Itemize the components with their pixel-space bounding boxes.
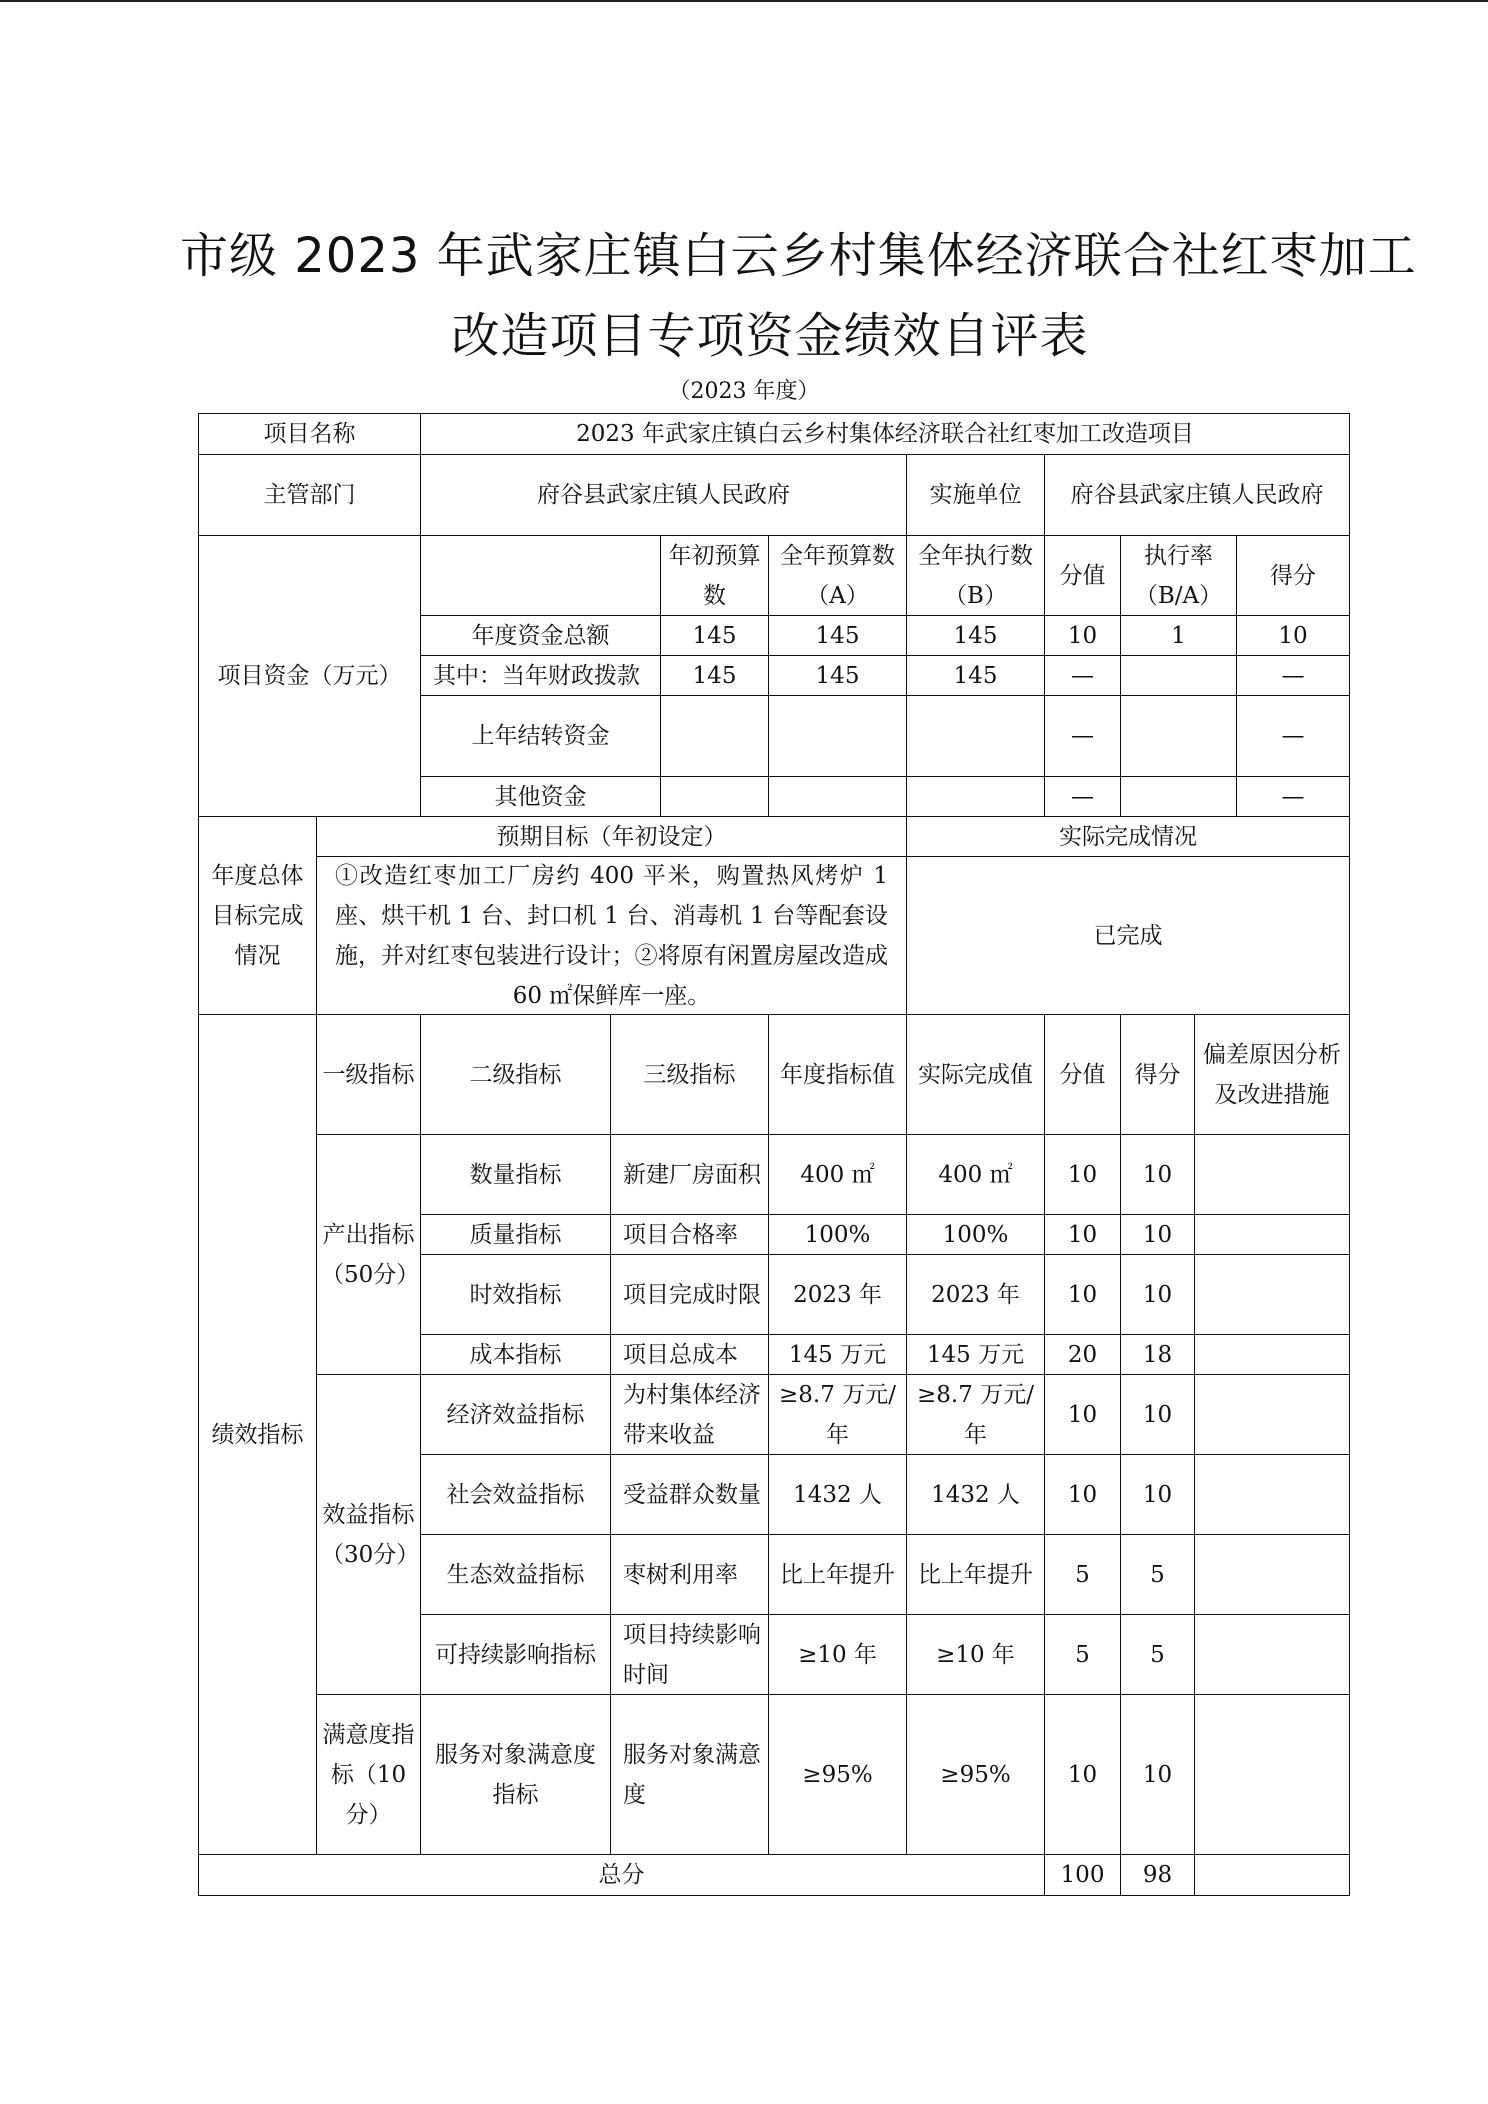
- indicator-level2-text: 成本指标: [469, 1341, 562, 1368]
- funds-cell-score: [1237, 777, 1349, 817]
- indicator-target: [769, 1375, 907, 1455]
- funds-row-label-text: 上年结转资金: [471, 723, 610, 749]
- indicator-target: [769, 1335, 907, 1375]
- goals-actual-header-text: 实际完成情况: [1059, 823, 1197, 850]
- indicator-score_value-text: 10: [1067, 1221, 1098, 1248]
- indicator-score: [1121, 1255, 1195, 1335]
- indicator-level2-text: 经济效益指标: [446, 1401, 585, 1428]
- funds-row-label: [421, 656, 661, 696]
- funds-label-text: 项目资金（万元）: [217, 663, 402, 689]
- indicator-actual: [907, 1255, 1045, 1335]
- self-evaluation-table: [198, 413, 1350, 1896]
- funds-cell-full_budget-text: 145: [815, 662, 860, 689]
- indicator-score_value: [1045, 1535, 1121, 1615]
- funds-header-executed-text: 全年执行数（B）: [918, 542, 1033, 609]
- indicator-level3-text: 项目持续影响时间: [623, 1621, 761, 1688]
- funds-cell-initial: [661, 616, 769, 656]
- indicator-level2-text: 可持续影响指标: [435, 1641, 596, 1668]
- indicator-actual: [907, 1695, 1045, 1855]
- indicator-deviation: [1195, 1455, 1349, 1535]
- indicator-score: [1121, 1455, 1195, 1535]
- indicator-score: [1121, 1215, 1195, 1255]
- indicator-score-text: 10: [1142, 1281, 1173, 1308]
- indicator-score-text: 18: [1142, 1341, 1173, 1368]
- indicator-score-text: 10: [1142, 1761, 1173, 1788]
- indicator-level2: [421, 1455, 611, 1535]
- goals-label: [199, 817, 317, 1015]
- funds-cell-full_budget-text: 145: [815, 622, 860, 649]
- funds-header-executed: [907, 536, 1045, 616]
- indicator-actual-text: ≥8.7 万元/年: [917, 1381, 1034, 1448]
- funds-cell-score_value-text: —: [1071, 783, 1094, 810]
- indicator-deviation: [1195, 1135, 1349, 1215]
- indicator-level2: [421, 1135, 611, 1215]
- indicator-target: [769, 1535, 907, 1615]
- indicator-group-level1: [317, 1695, 421, 1855]
- department-value: [421, 455, 907, 536]
- indicator-level2: [421, 1335, 611, 1375]
- funds-cell-full_budget: [769, 696, 907, 777]
- indicator-deviation: [1195, 1215, 1349, 1255]
- funds-cell-score_value-text: —: [1071, 662, 1094, 689]
- funds-cell-rate: [1121, 656, 1237, 696]
- indicator-actual-text: 比上年提升: [918, 1561, 1033, 1588]
- indicator-score_value: [1045, 1455, 1121, 1535]
- indicator-score_value-text: 10: [1067, 1761, 1098, 1788]
- indicator-level3-text: 项目完成时限: [623, 1281, 761, 1308]
- total-score: [1121, 1855, 1195, 1895]
- funds-header-full_budget-text: 全年预算数（A）: [780, 542, 895, 609]
- indicator-actual-text: 1432 人: [931, 1481, 1020, 1508]
- indicator-actual-text: 145 万元: [926, 1341, 1025, 1368]
- funds-cell-score_value: [1045, 656, 1121, 696]
- indicator-deviation: [1195, 1535, 1349, 1615]
- funds-row-label-text: 其中：当年财政拨款: [433, 662, 640, 689]
- indicators-label-text: 绩效指标: [211, 1421, 304, 1448]
- indicator-group-level1-text: 效益指标（30分）: [321, 1501, 420, 1568]
- funds-row-label-text: 其他资金: [494, 783, 587, 810]
- goals-expected-text-text: ①改造红枣加工厂房约 400 平米，购置热风烤炉 1 座、烘干机 1 台、封口机 1 台、消毒机 1 台等配套设施，并对红枣包装进行设计；②将原有闲置房屋改造成 60 ㎡保鲜库一座。: [335, 862, 888, 1009]
- indicator-header-level1: [317, 1015, 421, 1135]
- funds-cell-executed-text: 145: [953, 622, 998, 649]
- indicator-level2-text: 服务对象满意度指标: [435, 1741, 596, 1808]
- indicator-level2: [421, 1695, 611, 1855]
- funds-cell-score-text: 10: [1278, 622, 1308, 649]
- indicator-actual: [907, 1135, 1045, 1215]
- funds-cell-score_value: [1045, 696, 1121, 777]
- indicator-header-level3-text: 三级指标: [643, 1061, 736, 1088]
- indicator-target: [769, 1215, 907, 1255]
- indicator-header-level2-text: 二级指标: [469, 1061, 562, 1088]
- indicator-target-text: ≥10 年: [798, 1641, 877, 1668]
- indicator-level2: [421, 1535, 611, 1615]
- indicator-header-level1-text: 一级指标: [322, 1061, 415, 1088]
- goals-label-text: 年度总体目标完成情况: [211, 862, 304, 969]
- funds-cell-executed-text: 145: [953, 662, 998, 689]
- indicator-group-level1-text: 满意度指标（10分）: [322, 1721, 415, 1828]
- indicator-header-deviation: [1195, 1015, 1349, 1135]
- title-line-2: 改造项目专项资金绩效自评表: [451, 308, 1089, 364]
- indicator-score_value: [1045, 1695, 1121, 1855]
- funds-header-initial: [661, 536, 769, 616]
- title-line-1: 市级 2023 年武家庄镇白云乡村集体经济联合社红枣加工: [180, 228, 1417, 284]
- funds-cell-score-text: —: [1281, 783, 1305, 810]
- goals-actual-text: [907, 857, 1349, 1015]
- indicator-actual: [907, 1215, 1045, 1255]
- department-label: [199, 455, 421, 536]
- indicator-level2: [421, 1375, 611, 1455]
- indicator-score_value-text: 5: [1075, 1561, 1090, 1588]
- goals-expected-text: [317, 857, 907, 1015]
- funds-header-rate: [1121, 536, 1237, 616]
- indicator-deviation: [1195, 1375, 1349, 1455]
- indicator-level3: [611, 1535, 769, 1615]
- indicator-score_value-text: 20: [1067, 1341, 1098, 1368]
- project-name-value: [421, 414, 1349, 455]
- funds-cell-score-text: —: [1281, 662, 1305, 689]
- funds-cell-initial: [661, 656, 769, 696]
- implementer-label: [907, 455, 1045, 536]
- funds-cell-score_value-text: 10: [1067, 622, 1098, 649]
- project-name-label: [199, 414, 421, 455]
- funds-cell-rate: [1121, 616, 1237, 656]
- funds-header-initial-text: 年初预算数: [668, 542, 761, 609]
- indicator-score-text: 5: [1150, 1561, 1165, 1588]
- indicators-label: [199, 1015, 317, 1855]
- funds-header-full_budget: [769, 536, 907, 616]
- indicator-target-text: 400 ㎡: [800, 1161, 875, 1188]
- indicator-score-text: 10: [1142, 1481, 1173, 1508]
- indicator-target-text: 145 万元: [788, 1341, 887, 1368]
- goals-expected-header-text: 预期目标（年初设定）: [496, 823, 727, 850]
- funds-row-label: [421, 616, 661, 656]
- indicator-target: [769, 1255, 907, 1335]
- total-label: [199, 1855, 1045, 1895]
- indicator-level3: [611, 1255, 769, 1335]
- total-score-text: 98: [1142, 1862, 1173, 1888]
- indicator-actual-text: ≥95%: [940, 1761, 1011, 1788]
- project-name-label-text: 项目名称: [263, 421, 356, 447]
- goals-actual-text-text: 已完成: [1093, 922, 1163, 949]
- indicator-target-text: ≥95%: [802, 1761, 873, 1788]
- indicator-level2-text: 时效指标: [469, 1281, 562, 1308]
- indicator-actual-text: ≥10 年: [936, 1641, 1015, 1668]
- indicator-level2-text: 社会效益指标: [446, 1481, 585, 1508]
- funds-label: [199, 536, 421, 817]
- funds-header-blank: [421, 536, 661, 616]
- indicator-level3-text: 受益群众数量: [623, 1481, 761, 1508]
- department-label-text: 主管部门: [263, 482, 356, 508]
- indicator-actual-text: 2023 年: [931, 1281, 1020, 1308]
- indicator-score_value-text: 10: [1067, 1481, 1098, 1508]
- implementer-label-text: 实施单位: [929, 482, 1022, 508]
- indicator-actual: [907, 1455, 1045, 1535]
- implementer-value: [1045, 455, 1349, 536]
- implementer-value-text: 府谷县武家庄镇人民政府: [1070, 482, 1324, 508]
- indicator-level3: [611, 1695, 769, 1855]
- goals-expected-header: [317, 817, 907, 857]
- indicator-level3: [611, 1455, 769, 1535]
- indicator-level3: [611, 1135, 769, 1215]
- indicator-level3-text: 项目总成本: [623, 1341, 738, 1368]
- indicator-deviation: [1195, 1615, 1349, 1695]
- indicator-score: [1121, 1335, 1195, 1375]
- total-deviation-blank: [1195, 1855, 1349, 1895]
- indicator-level3: [611, 1215, 769, 1255]
- indicator-level2: [421, 1615, 611, 1695]
- funds-cell-score: [1237, 696, 1349, 777]
- indicator-level3: [611, 1375, 769, 1455]
- indicator-actual-text: 400 ㎡: [938, 1161, 1013, 1188]
- document-title: [180, 216, 1417, 376]
- indicator-score_value: [1045, 1335, 1121, 1375]
- funds-cell-score: [1237, 656, 1349, 696]
- indicator-header-target: [769, 1015, 907, 1135]
- indicator-score-text: 10: [1142, 1161, 1173, 1188]
- indicator-actual-text: 100%: [942, 1221, 1009, 1248]
- indicator-header-level2: [421, 1015, 611, 1135]
- indicator-score_value-text: 10: [1067, 1281, 1098, 1308]
- funds-header-rate-text: 执行率（B/A）: [1134, 542, 1223, 609]
- indicator-group-level1: [317, 1375, 421, 1695]
- funds-cell-executed: [907, 777, 1045, 817]
- indicator-actual: [907, 1615, 1045, 1695]
- indicator-target: [769, 1455, 907, 1535]
- funds-cell-executed: [907, 616, 1045, 656]
- indicator-header-deviation-text: 偏差原因分析及改进措施: [1203, 1041, 1341, 1108]
- indicator-score: [1121, 1695, 1195, 1855]
- indicator-score-text: 5: [1150, 1641, 1165, 1668]
- indicator-level3-text: 服务对象满意度: [623, 1741, 761, 1808]
- indicator-score-text: 10: [1142, 1221, 1173, 1248]
- indicator-score: [1121, 1535, 1195, 1615]
- goals-actual-header: [907, 817, 1349, 857]
- indicator-level2: [421, 1215, 611, 1255]
- indicator-score_value-text: 10: [1067, 1161, 1098, 1188]
- indicator-target-text: 1432 人: [793, 1481, 882, 1508]
- indicator-group-level1-text: 产出指标（50分）: [321, 1221, 420, 1288]
- indicator-level3-text: 为村集体经济带来收益: [623, 1381, 761, 1448]
- funds-header-score_value-text: 分值: [1059, 562, 1106, 589]
- funds-cell-score_value: [1045, 777, 1121, 817]
- funds-cell-score_value-text: —: [1071, 723, 1094, 749]
- indicator-target-text: 100%: [804, 1221, 871, 1248]
- indicator-actual: [907, 1375, 1045, 1455]
- total-score-value: [1045, 1855, 1121, 1895]
- indicator-header-score_value: [1045, 1015, 1121, 1135]
- funds-cell-initial: [661, 777, 769, 817]
- indicator-score: [1121, 1135, 1195, 1215]
- indicator-score_value: [1045, 1135, 1121, 1215]
- indicator-score-text: 10: [1142, 1401, 1173, 1428]
- indicator-level3-text: 项目合格率: [623, 1221, 738, 1248]
- indicator-target: [769, 1615, 907, 1695]
- indicator-target-text: 比上年提升: [780, 1561, 895, 1588]
- indicator-level3: [611, 1615, 769, 1695]
- funds-cell-full_budget: [769, 777, 907, 817]
- project-name-value-text: 2023 年武家庄镇白云乡村集体经济联合社红枣加工改造项目: [576, 421, 1194, 447]
- indicator-deviation: [1195, 1335, 1349, 1375]
- indicator-deviation: [1195, 1695, 1349, 1855]
- indicator-score_value: [1045, 1615, 1121, 1695]
- funds-header-score_value: [1045, 536, 1121, 616]
- indicator-level2-text: 数量指标: [469, 1161, 562, 1188]
- indicator-header-score-text: 得分: [1134, 1061, 1181, 1088]
- indicator-score: [1121, 1375, 1195, 1455]
- funds-cell-executed: [907, 696, 1045, 777]
- department-value-text: 府谷县武家庄镇人民政府: [537, 482, 790, 508]
- funds-cell-rate: [1121, 696, 1237, 777]
- indicator-target-text: ≥8.7 万元/年: [779, 1381, 896, 1448]
- funds-cell-initial: [661, 696, 769, 777]
- indicator-target-text: 2023 年: [793, 1281, 882, 1308]
- indicator-actual: [907, 1335, 1045, 1375]
- funds-cell-initial-text: 145: [692, 622, 737, 649]
- total-label-text: 总分: [598, 1862, 645, 1888]
- indicator-target: [769, 1695, 907, 1855]
- indicator-score_value-text: 10: [1067, 1401, 1098, 1428]
- funds-cell-initial-text: 145: [692, 662, 737, 689]
- indicator-score_value: [1045, 1255, 1121, 1335]
- funds-cell-rate-text: 1: [1171, 622, 1186, 649]
- funds-row-label: [421, 777, 661, 817]
- indicator-level3-text: 枣树利用率: [623, 1561, 738, 1588]
- indicator-actual: [907, 1535, 1045, 1615]
- indicator-level3-text: 新建厂房面积: [623, 1161, 761, 1188]
- indicator-score: [1121, 1615, 1195, 1695]
- funds-cell-full_budget: [769, 656, 907, 696]
- indicator-header-actual-text: 实际完成值: [918, 1061, 1033, 1088]
- indicator-header-level3: [611, 1015, 769, 1135]
- funds-cell-score-text: —: [1281, 723, 1305, 749]
- funds-row-label: [421, 696, 661, 777]
- indicator-group-level1: [317, 1135, 421, 1375]
- funds-cell-executed: [907, 656, 1045, 696]
- indicator-target: [769, 1135, 907, 1215]
- indicator-score_value: [1045, 1375, 1121, 1455]
- indicator-level2-text: 质量指标: [469, 1221, 562, 1248]
- funds-header-score-text: 得分: [1270, 562, 1316, 589]
- year-note: （2023 年度）: [668, 379, 820, 404]
- indicator-level3: [611, 1335, 769, 1375]
- indicator-header-actual: [907, 1015, 1045, 1135]
- funds-cell-score: [1237, 616, 1349, 656]
- indicator-score_value-text: 5: [1075, 1641, 1090, 1668]
- funds-cell-rate: [1121, 777, 1237, 817]
- funds-row-label-text: 年度资金总额: [471, 622, 610, 649]
- funds-cell-full_budget: [769, 616, 907, 656]
- indicator-header-score_value-text: 分值: [1059, 1061, 1106, 1088]
- indicator-level2: [421, 1255, 611, 1335]
- indicator-score_value: [1045, 1215, 1121, 1255]
- indicator-level2-text: 生态效益指标: [446, 1561, 585, 1588]
- indicator-header-target-text: 年度指标值: [780, 1061, 895, 1088]
- funds-cell-score_value: [1045, 616, 1121, 656]
- indicator-header-score: [1121, 1015, 1195, 1135]
- total-score-value-text: 100: [1060, 1862, 1105, 1888]
- page-top-border: [0, 0, 1488, 2]
- indicator-deviation: [1195, 1255, 1349, 1335]
- funds-header-score: [1237, 536, 1349, 616]
